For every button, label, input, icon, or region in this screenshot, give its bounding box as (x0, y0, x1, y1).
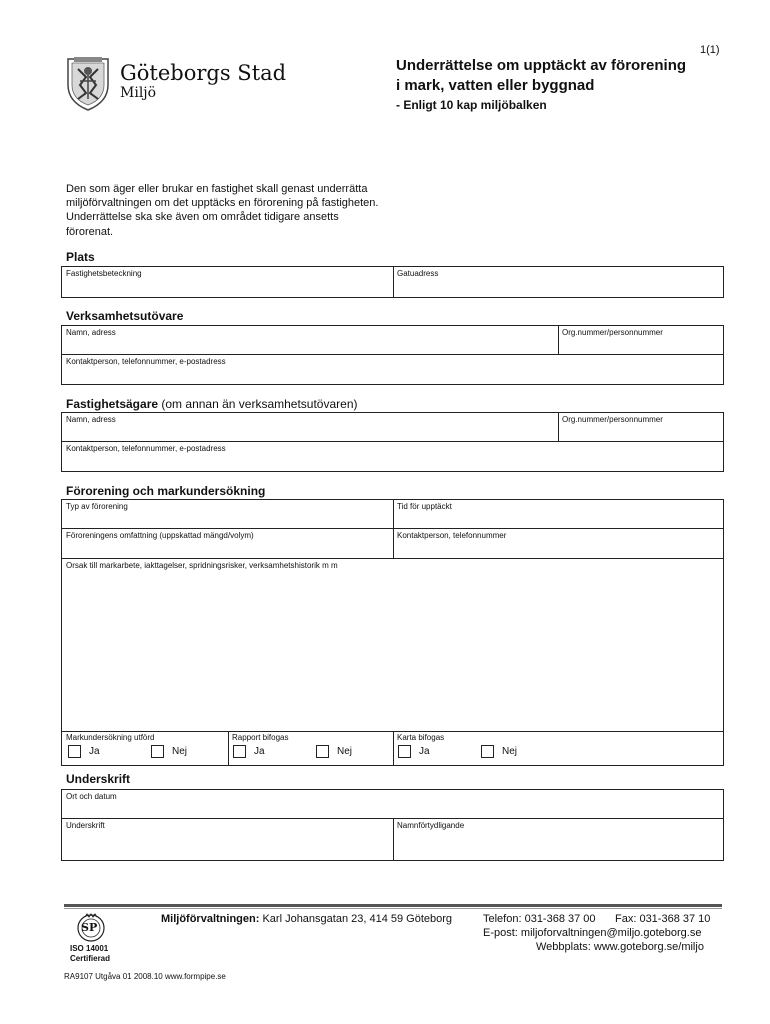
fastighetsagare-label: Fastighetsägare (66, 397, 159, 411)
field-namnfortydligande[interactable]: Namnförtydligande (397, 821, 465, 830)
fastighetsagare-note: (om annan än verksamhetsutövaren) (161, 397, 358, 411)
org-name: Göteborgs Stad (120, 61, 287, 85)
field-fastighetsbeteckning[interactable]: Fastighetsbeteckning (66, 269, 142, 278)
checkbox-karta-nej[interactable] (481, 745, 494, 758)
footer-divider (64, 908, 722, 909)
label-karta: Karta bifogas (397, 733, 445, 742)
label-nej: Nej (337, 746, 353, 757)
footer-email[interactable]: E-post: miljoforvaltningen@miljo.goteborg.se (483, 927, 702, 939)
cert-sp-label: SP (81, 921, 98, 934)
city-crest-icon (64, 55, 112, 111)
field-agare-namn[interactable]: Namn, adress (66, 415, 116, 424)
field-agare-orgnr[interactable]: Org.nummer/personnummer (562, 415, 663, 424)
field-verksamhet-namn[interactable]: Namn, adress (66, 328, 116, 337)
form-title-line1: Underrättelse om upptäckt av förorening (396, 57, 687, 74)
form-id: RA9107 Utgåva 01 2008.10 www.formpipe.se (64, 972, 226, 981)
divider (558, 413, 559, 441)
section-heading-verksamhetsutovare: Verksamhetsutövare (66, 309, 184, 323)
divider (393, 818, 394, 860)
label-ja: Ja (254, 746, 265, 757)
divider (62, 441, 723, 442)
field-orsak[interactable]: Orsak till markarbete, iakttagelser, spridningsrisker, verksamhetshistorik m m (66, 561, 338, 570)
section-heading-underskrift: Underskrift (66, 772, 131, 786)
field-omfattning[interactable]: Föroreningens omfattning (uppskattad mängd/volym) (66, 531, 254, 540)
checkbox-karta-ja[interactable] (398, 745, 411, 758)
logo (64, 55, 287, 111)
agare-box (61, 412, 724, 472)
label-nej: Nej (172, 746, 188, 757)
field-underskrift[interactable]: Underskrift (66, 821, 105, 830)
footer-website[interactable]: Webbplats: www.goteborg.se/miljo (536, 941, 704, 953)
divider (558, 326, 559, 354)
field-tid-for-upptackt[interactable]: Tid för upptäckt (397, 502, 452, 511)
field-ort-och-datum[interactable]: Ort och datum (66, 792, 117, 801)
field-typ-av-fororening[interactable]: Typ av förorening (66, 502, 128, 511)
checkbox-markundersokning-nej[interactable] (151, 745, 164, 758)
field-agare-kontakt[interactable]: Kontaktperson, telefonnummer, e-postadress (66, 444, 226, 453)
label-rapport: Rapport bifogas (232, 733, 289, 742)
page-number: 1(1) (700, 44, 720, 56)
footer-divider (64, 904, 722, 907)
fororening-box (61, 499, 724, 766)
label-ja: Ja (89, 746, 100, 757)
verksamhet-box (61, 325, 724, 385)
field-verksamhet-kontakt[interactable]: Kontaktperson, telefonnummer, e-postadress (66, 357, 226, 366)
divider (62, 354, 723, 355)
footer-org-name: Miljöförvaltningen: (161, 913, 260, 925)
form-subtitle: - Enligt 10 kap miljöbalken (396, 98, 547, 112)
iso-certification-badge (68, 913, 114, 965)
divider (62, 558, 723, 559)
cert-iso-label: ISO 14001 (70, 944, 109, 953)
label-nej: Nej (502, 746, 518, 757)
section-heading-fororening: Förorening och markundersökning (66, 484, 266, 498)
intro-text: Den som äger eller brukar en fastighet skall genast underrätta miljöförvaltningen om det upptäcks en förorening på fastigheten. Underrättelse ska ske även om området tidigare ansetts förorenat. (66, 183, 379, 238)
checkbox-markundersokning-ja[interactable] (68, 745, 81, 758)
checkbox-rapport-nej[interactable] (316, 745, 329, 758)
footer-fax: Fax: 031-368 37 10 (615, 913, 711, 925)
form-title-line2: i mark, vatten eller byggnad (396, 77, 595, 94)
plats-box (61, 266, 724, 298)
underskrift-box (61, 789, 724, 861)
divider (393, 267, 394, 297)
divider (62, 528, 723, 529)
section-heading-plats: Plats (66, 250, 95, 264)
footer-address (161, 913, 452, 925)
divider (393, 731, 394, 765)
checkbox-rapport-ja[interactable] (233, 745, 246, 758)
label-markundersokning: Markundersökning utförd (66, 733, 155, 742)
divider (228, 731, 229, 765)
divider (393, 500, 394, 558)
field-gatuadress[interactable]: Gatuadress (397, 269, 439, 278)
footer-street-address: Karl Johansgatan 23, 414 59 Göteborg (262, 913, 453, 925)
cert-certified-label: Certifierad (70, 954, 111, 963)
field-fororening-kontakt[interactable]: Kontaktperson, telefonnummer (397, 531, 507, 540)
org-department: Miljö (120, 85, 157, 101)
section-heading-fastighetsagare (66, 397, 358, 411)
field-verksamhet-orgnr[interactable]: Org.nummer/personnummer (562, 328, 663, 337)
footer-phone: Telefon: 031-368 37 00 (483, 913, 596, 925)
label-ja: Ja (419, 746, 430, 757)
